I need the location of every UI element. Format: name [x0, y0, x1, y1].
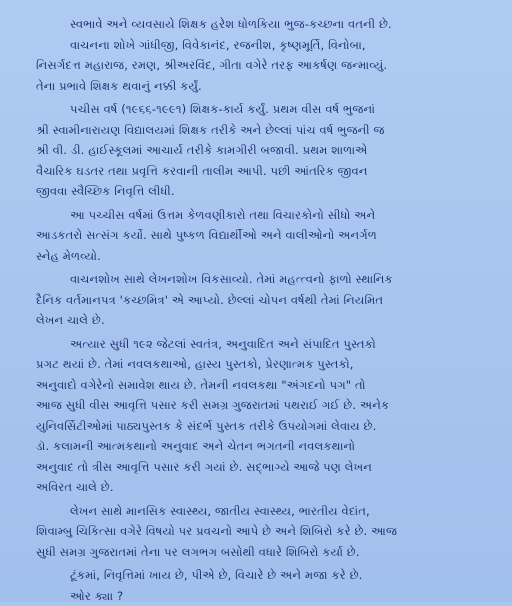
text-line: લેખન સાથે માનસિક સ્વાસ્થ્ય, જાતીય સ્વાસ્થ્ય, ભારતીય વેદાંત,	[36, 501, 494, 522]
paragraph-teaching-career	[36, 99, 494, 202]
text-line: યુનિવર્સિટીઓમાં પાઠ્યપુસ્તક કે સંદર્ભ પુસ્તક તરીકે ઉપયોગમાં લેવાય છે.	[36, 416, 494, 437]
text-line: શ્રી સ્વામીનારાયણ વિદ્યાલયમાં શિક્ષક તરીકે અને છેલ્લાં પાંચ વર્ષ ભુજની જ	[36, 120, 494, 141]
text-line: નિસર્ગદત્ત મહારાજ, રમણ, શ્રીઅરવિંદ, ગીતા વગેરે તરફ આકર્ષણ જન્માવ્યું.	[36, 55, 494, 76]
text-line: આ પચ્ચીસ વર્ષમાં ઉત્તમ કેળવણીકારો તથા વિચારકોનો સીધો અને	[36, 205, 494, 226]
text-line: આજ સુધી વીસ આવૃત્તિ પસાર કરી સમગ્ર ગુજરાતમાં પથરાઈ ગઈ છે. અનેક	[36, 395, 494, 416]
text-line: સ્નેહ મેળવ્યો.	[36, 246, 494, 267]
text-line: સ્વભાવે અને વ્યવસાયે શિક્ષક હરેશ ધોળકિયા ભુજ-કચ્છના વતની છે.	[36, 14, 494, 35]
paragraph-background	[36, 14, 494, 96]
text-line: આડકતરો સત્સંગ કર્યો. સાથે પુષ્કળ વિદ્યાર્થીઓ અને વાલીઓનો અનર્ગળ	[36, 225, 494, 246]
text-line: વાચનના શોખે ગાંધીજી, વિવેકાનંદ, રજનીશ, કૃષ્ણમૂર્તિ, વિનોબા,	[36, 35, 494, 56]
text-line: વૈચારિક ઘડતર તથા પ્રવૃત્તિ કરવાની તાલીમ આપી. પછી આંતરિક જીવન	[36, 161, 494, 182]
text-line: શિવામ્બુ ચિકિત્સા વગેરે વિષયો પર પ્રવચનો આપે છે અને શિબિરો કરે છે. આજ	[36, 521, 494, 542]
paragraph-closing	[36, 565, 494, 606]
text-line: અનુવાદો વગેરેનો સમાવેશ થાય છે. તેમની નવલકથા "અંગદનો પગ" તો	[36, 375, 494, 396]
text-line: અનુવાદ તો ત્રીસ આવૃત્તિ પસાર કરી ગયાં છે. સદ્‌ભાગ્યે આજે પણ લેખન	[36, 457, 494, 478]
text-line: વાચનશોખ સાથે લેખનશોખ વિકસાવ્યો. તેમાં મહત્ત્વનો ફાળો સ્થાનિક	[36, 269, 494, 290]
paragraph-writing	[36, 269, 494, 331]
text-line: દૈનિક વર્તમાનપત્ર 'કચ્છમિત્ર' એ આપ્યો. છેલ્લાં ચોપન વર્ષથી તેમાં નિયમિત	[36, 290, 494, 311]
text-line: લેખન ચાલે છે.	[36, 310, 494, 331]
text-line: જીવવા સ્વૈચ્છિક નિવૃત્તિ લીધી.	[36, 181, 494, 202]
paragraph-satsang	[36, 205, 494, 267]
text-line: ટૂંકમાં, નિવૃત્તિમાં ખાય છે, પીએ છે, વિચારે છે અને મજા કરે છે.	[36, 565, 494, 586]
text-line: ડૉ. કલામની આત્મકથાનો અનુવાદ અને ચેતન ભગતની નવલકથાનો	[36, 436, 494, 457]
text-line: પ્રગટ થયાં છે. તેમાં નવલકથાઓ, હાસ્ય પુસ્તકો, પ્રેરણાત્મક પુસ્તકો,	[36, 354, 494, 375]
paragraph-lectures	[36, 501, 494, 563]
text-line: તેના પ્રભાવે શિક્ષક થવાનું નક્કી કર્યું.	[36, 76, 494, 97]
text-line: અવિરત ચાલે છે.	[36, 477, 494, 498]
text-line: શ્રી વી. ડી. હાઈસ્કૂલમાં આચાર્ય તરીકે કામગીરી બજાવી. પ્રથમ શાળાએ	[36, 140, 494, 161]
text-line: અત્યાર સુધી ૧૯૨ જેટલાં સ્વતંત્ર, અનુવાદિત અને સંપાદિત પુસ્તકો	[36, 334, 494, 355]
text-line: સુધી સમગ્ર ગુજરાતમાં તેના પર લગભગ બસોથી વધારે શિબિરો કર્યા છે.	[36, 542, 494, 563]
text-line: ઓર ક્યા ?	[36, 586, 494, 606]
text-line: પચીસ વર્ષ (૧૯૬૬-૧૯૯૧) શિક્ષક-કાર્ય કર્યું. પ્રથમ વીસ વર્ષ ભુજનાં	[36, 99, 494, 120]
paragraph-books	[36, 334, 494, 498]
